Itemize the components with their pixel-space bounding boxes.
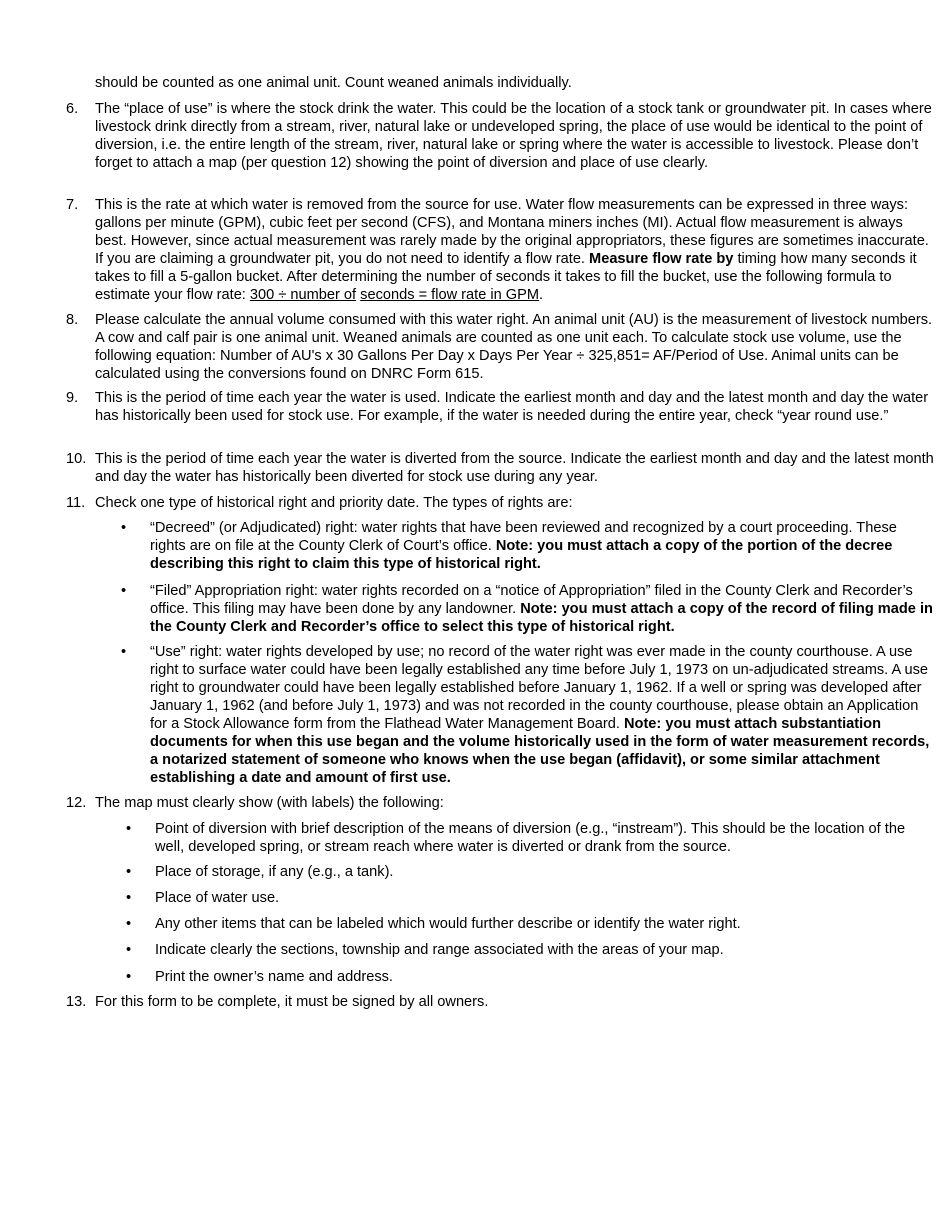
item-number: 6. bbox=[66, 101, 79, 117]
item-number: 9. bbox=[66, 390, 79, 406]
bullet-icon: • bbox=[126, 969, 132, 985]
item-text: The “place of use” is where the stock drink the water. This could be the location of a stock tank or groundwater pit. In cases where livestock drink directly from a stream, river, natural lake or undeveloped spring, the place of use would be identical to the point of diversion, i.e. the entire length of the stream, river, natural lake or spring where the water is accessible to livestock. Please don’t forget to attach a map (per question 12) showing the point of diversion and place of use clearly. bbox=[95, 101, 932, 171]
flow-formula-part-1: 300 ÷ number of bbox=[249, 287, 357, 303]
item-text: This is the period of time each year the water is diverted from the source. Indicate the earliest month and day and the latest month and day the water has historically been diverted for stock use during any year. bbox=[95, 451, 934, 485]
item-text: This is the rate at which water is removed from the source for use. Water flow measurements can be expressed in three ways: gallons per minute (GPM), cubic feet per second (CFS), and Montana miners inches (MI). Actual flow measurement is always best. However, since actual measurement was rarely made by the original appropriators, these figures are sometimes inaccurate. If you are claiming a groundwater pit, you do not need to identify a flow rate. Measure flow rate by timing how many seconds it takes to fill a 5-gallon bucket. After determining the number of seconds it takes to fill the bucket, use the following formula to estimate your flow rate: 300 ÷ number of seconds = flow rate in GPM. bbox=[95, 197, 929, 303]
item-text: Check one type of historical right and priority date. The types of rights are: bbox=[95, 495, 573, 511]
item-number: 12. bbox=[66, 795, 87, 811]
item-number: 10. bbox=[66, 451, 87, 467]
flow-formula-part-2: seconds = flow rate in GPM bbox=[360, 287, 540, 303]
bold-instruction: Measure flow rate by bbox=[589, 251, 734, 267]
item-number: 8. bbox=[66, 312, 79, 328]
item-number: 7. bbox=[66, 197, 79, 213]
bullet-icon: • bbox=[126, 864, 132, 880]
continued-paragraph: should be counted as one animal unit. Count weaned animals individually. bbox=[95, 75, 572, 91]
note-text: Note: you must attach a copy of the record of filing made in the County Clerk and Recorder’s office to select this type of historical right. bbox=[150, 601, 933, 635]
bullet-icon: • bbox=[126, 821, 132, 837]
bullet-icon: • bbox=[126, 942, 132, 958]
item-text: For this form to be complete, it must be signed by all owners. bbox=[95, 994, 489, 1010]
item-text: This is the period of time each year the water is used. Indicate the earliest month and day and the latest month and day the water has historically been used for stock use. For example, if the water is needed during the entire year, check “year round use.” bbox=[95, 390, 929, 424]
item-number: 13. bbox=[66, 994, 87, 1010]
item-text: Please calculate the annual volume consumed with this water right. An animal unit (AU) is the measurement of livestock numbers. A cow and calf pair is one animal unit. Weaned animals are counted as one unit each. To calculate stock use volume, use the following equation: Number of AU's x 30 Gallons Per Day x Days Per Year ÷ 325,851= AF/Period of Use. Animal units can be calculated using the conversions found on DNRC Form 615. bbox=[95, 312, 933, 382]
note-text: Note: you must attach substantiation documents for when this use began and the volume historically used in the form of water measurement records, a notarized statement of someone who knows when the use began (affidavit), or some similar attachment establishing a date and amount of first use. bbox=[150, 716, 930, 786]
bullet-icon: • bbox=[126, 890, 132, 906]
bullet-icon: • bbox=[121, 583, 127, 599]
bullet-icon: • bbox=[126, 916, 132, 932]
note-text: Note: you must attach a copy of the portion of the decree describing this right to claim this type of historical right. bbox=[150, 538, 893, 572]
bullet-icon: • bbox=[121, 520, 127, 536]
item-text: The map must clearly show (with labels) the following: bbox=[95, 795, 444, 811]
item-number: 11. bbox=[66, 495, 86, 511]
bullet-icon: • bbox=[121, 644, 127, 660]
document-page: should be counted as one animal unit. Count weaned animals individually. 6. The “place of use” is where the stock drink the water. This could be the location of a stock tank or groundwater pit. In cases where livestock drink directly from a stream, river, natural lake or undeveloped spring, the place of use would be identical to the point of diversion, i.e. the entire length of the stream, river, natural lake or spring where the water is accessible to livestock. Please don’t forget to attach a map (per question 12) showing the point of diversion and place of use clearly. 7. This is the rate at which water is removed from the source for use. Water flow measurements can be expressed in three ways: gallons per minute (GPM), cubic feet per second (CFS), and Montana miners inches (MI). Actual flow measurement is always best. However, since actual measurement was rarely made by the original appropriators, these figures are sometimes inaccurate. If you are claiming a groundwater pit, you do not need to identify a flow rate. Measure flow rate by timing how many seconds it takes to fill a 5-gallon bucket. After determining the number of seconds it takes to fill the bucket, use the following formula to estimate your flow rate: 300 ÷ number of seconds = flow rate in GPM. 8. Please calculate the annual volume consumed with this water right. An animal unit (AU) is the measurement of livestock numbers. A cow and calf pair is one animal unit. Weaned animals are counted as one unit each. To calculate stock use volume, use the following equation: Number of AU's x 30 Gallons Per Day x Days Per Year ÷ 325,851= AF/Period of Use. Animal units can be calculated using the conversions found on DNRC Form 615. 9. This is the period of time each year the water is used. Indicate the earliest month and day and the latest month and day the water has historically been used for stock use. For example, if the water is needed during the entire year, check “year round use.” 10. This is the period of time each year the water is diverted from the source. Indicate the earliest month and day and the latest month and day the water has historically been diverted for stock use during any year. 11. Check one type of historical right and priority date. The types of rights are: • “Decreed” (or Adjudicated) right: water rights that have been reviewed and recognized by a court proceeding. These rights are on file at the County Clerk of Court’s office. Note: you must attach a copy of the portion of the decree describing this right to claim this type of historical right. • “Filed” Appropriation right: water rights recorded on a “notice of Appropriation” filed in the County Clerk and Recorder’s office. This filing may have been done by any landowner. Note: you must attach a copy of the record of filing made in the County Clerk and Recorder’s office to select this type of historical right. • “Use” right: water rights developed by use; no record of the water right was ever made in the county courthouse. A use right to surface water could have been legally established any time before July 1, 1973 on un-adjudicated streams. A use right to groundwater could have been legally established before January 1, 1962. If a well or spring was developed after January 1, 1962 (and before July 1, 1973) and was not recorded in the county courthouse, please obtain an Application for a Stock Allowance form from the Flathead Water Management Board. Note: you must attach substantiation documents for when this use began and the volume historically used in the form of water measurement records, a notarized statement of someone who knows when the use began (affidavit), or some similar attachment establishing a date and amount of first use. 12. The map must clearly show (with labels) the following: • Point of diversion with brief description of the means of diversion (e.g., “instream”). This should be the location of the well, developed spring, or stream reach where water is diverted or drank from the source. • Place of storage, if any (e.g., a tank). • Place of water use. • Any other items that can be labeled which would further describe or identify the water right. • Indicate clearly the sections, township and range associated with the areas of your map. • Print the owner’s name and address. 13. For this form to be complete, it must be signed by all owners. bbox=[66, 75, 934, 1010]
